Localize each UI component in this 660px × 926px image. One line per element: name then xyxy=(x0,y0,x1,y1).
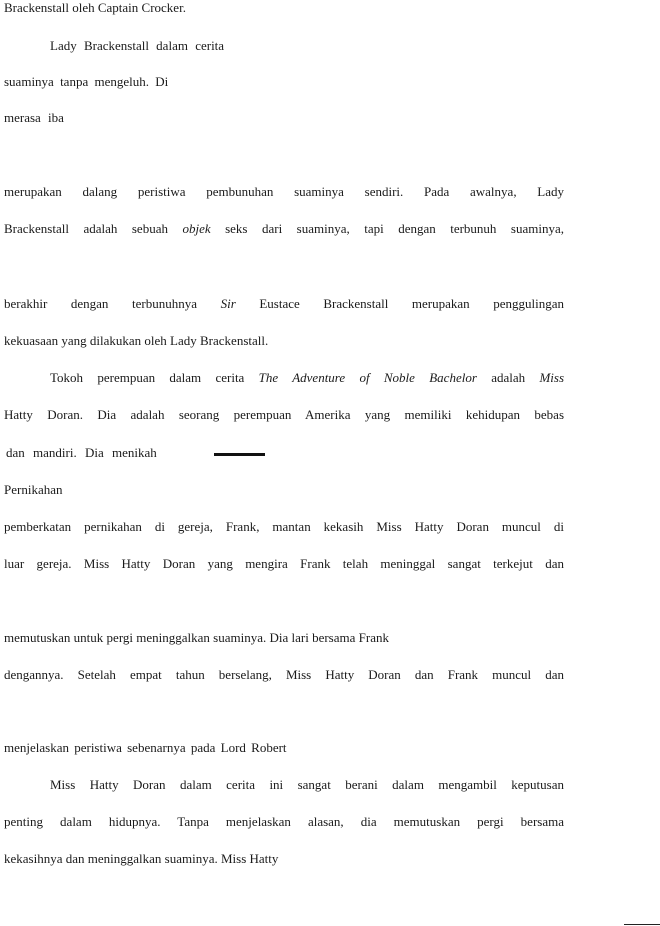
text-line: memutuskan untuk pergi meninggalkan suaminya. Dia lari bersama Frank xyxy=(4,630,389,645)
text-line xyxy=(50,370,564,386)
italic-text: objek xyxy=(182,221,211,236)
book-title: The Adventure of Noble Bachelor xyxy=(258,370,477,385)
text-segment: Tokoh perempuan dalam cerita xyxy=(50,370,259,385)
text-line xyxy=(4,296,564,312)
text-line: Hatty Doran. Dia adalah seorang perempuan Amerika yang memiliki kehidupan bebas xyxy=(4,407,564,422)
text-line: Pernikahan xyxy=(4,482,63,497)
text-line: dan mandiri. Dia menikah xyxy=(6,445,157,460)
text-line: pemberkatan pernikahan di gereja, Frank, mantan kekasih Miss Hatty Doran muncul di xyxy=(4,519,564,534)
text-line: kekuasaan yang dilakukan oleh Lady Brackenstall. xyxy=(4,333,269,348)
text-line: Brackenstall oleh Captain Crocker. xyxy=(4,0,186,15)
text-segment: Eustace Brackenstall merupakan penggulingan xyxy=(235,296,564,311)
text-line: penting dalam hidupnya. Tanpa menjelaskan alasan, dia memutuskan pergi bersama xyxy=(4,814,564,829)
text-line: merasa iba xyxy=(4,110,64,125)
text-line: menjelaskan peristiwa sebenarnya pada Lord Robert xyxy=(4,740,287,755)
text-line: merupakan dalang peristiwa pembunuhan suaminya sendiri. Pada awalnya, Lady xyxy=(4,184,564,199)
text-line xyxy=(4,221,564,237)
italic-text: Miss xyxy=(539,370,564,385)
page-edge-rule xyxy=(624,924,660,925)
italic-text: Sir xyxy=(220,296,236,311)
text-line: Lady Brackenstall dalam cerita xyxy=(50,38,225,53)
text-line: dengannya. Setelah empat tahun berselang, Miss Hatty Doran dan Frank muncul dan xyxy=(4,667,564,682)
text-line: suaminya tanpa mengeluh. Di xyxy=(4,74,169,89)
text-line: Miss Hatty Doran dalam cerita ini sangat berani dalam mengambil keputusan xyxy=(50,777,564,792)
text-line: luar gereja. Miss Hatty Doran yang mengira Frank telah meninggal sangat terkejut dan xyxy=(4,556,564,571)
text-line: kekasihnya dan meninggalkan suaminya. Miss Hatty xyxy=(4,851,279,866)
text-segment: adalah xyxy=(476,370,540,385)
text-segment: Brackenstall adalah sebuah xyxy=(4,221,183,236)
text-segment: berakhir dengan terbunuhnya xyxy=(4,296,221,311)
text-segment: seks dari suaminya, tapi dengan terbunuh suaminya, xyxy=(210,221,564,236)
redaction-bar xyxy=(214,453,265,456)
